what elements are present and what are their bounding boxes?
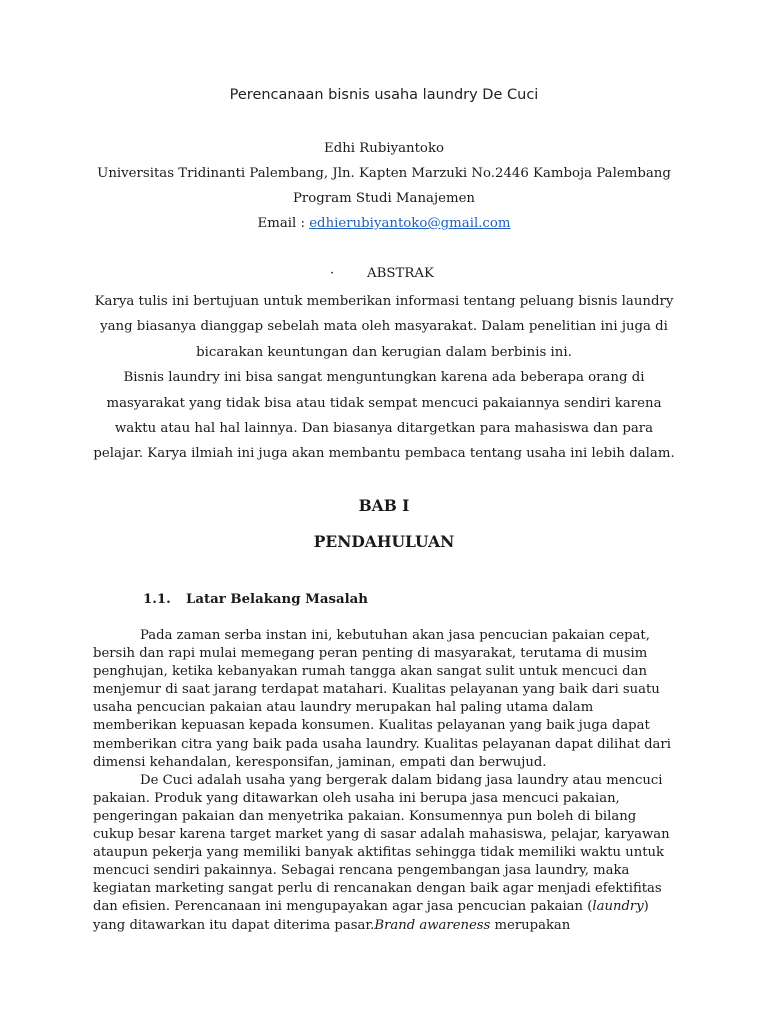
section-title: Latar Belakang Masalah: [186, 592, 368, 607]
abstract-body: [88, 289, 680, 467]
body-text-run: De Cuci adalah usaha yang bergerak dalam bidang jasa laundry atau mencuci pakaian. Produk yang ditawarkan oleh usaha ini berupa jasa mencuci pakaian, pengeringan pakaian dan menyetrika pakaian. Konsumennya pun boleh di bilang cukup besar karena target market yang di sasar adalah mahasiswa, pelajar, karyawan ataupun pekerja yang memiliki banyak aktifitas sehingga tidak memiliki waktu untuk mencuci sendiri pakainnya. Sebagai rencana pengembangan jasa laundry, maka kegiatan marketing sangat perlu di rencanakan dengan baik agar menjadi efektifitas dan efisien. Perencanaan ini mengupayakan agar jasa pencucian pakaian (: [93, 772, 670, 915]
body-paragraph: Pada zaman serba instan ini, kebutuhan akan jasa pencucian pakaian cepat, bersih dan rapi mulai memegang peran penting di masyarakat, terutama di musim penghujan, ketika kebanyakan rumah tangga akan sangat sulit untuk mencuci dan menjemur di saat jarang terdapat matahari. Kualitas pelayanan yang baik dari suatu usaha pencucian pakaian atau laundry merupakan hal paling utama dalam memberikan kepuasan kepada konsumen. Kualitas pelayanan yang baik juga dapat memberikan citra yang baik pada usaha laundry. Kualitas pelayanan dapat dilihat dari dimensi kehandalan, keresponsifan, jaminan, empati dan berwujud.: [93, 628, 671, 770]
bullet-icon: ·: [330, 266, 335, 281]
italic-term-laundry: laundry: [592, 899, 644, 915]
body-text-run: ) yang ditawarkan itu dapat diterima pasar.: [93, 899, 649, 933]
email-line: [0, 216, 768, 231]
study-program: Program Studi Manajemen: [292, 191, 475, 206]
section-heading: [143, 592, 368, 607]
document-title: Perencanaan bisnis usaha laundry De Cuci: [229, 87, 539, 103]
italic-term-brand-awareness: Brand awareness: [374, 917, 491, 933]
chapter-number: BAB I: [358, 496, 410, 515]
email-link[interactable]: edhierubiyantoko@gmail.com: [309, 216, 511, 231]
author-name: Edhi Rubiyantoko: [323, 141, 445, 156]
body-text-run: merupakan: [490, 917, 571, 933]
email-label: Email :: [257, 216, 310, 231]
abstract-paragraph: Bisnis laundry ini bisa sangat menguntungkan karena ada beberapa orang di masyarakat yang tidak bisa atau tidak sempat mencuci pakaiannya sendiri karena waktu atau hal hal lainnya. Dan biasanya ditargetkan para mahasiswa dan para pelajar. Karya ilmiah ini juga akan membantu pembaca tentang usaha ini lebih dalam.: [93, 370, 675, 462]
abstract-paragraph: Karya tulis ini bertujuan untuk memberikan informasi tentang peluang bisnis laundry yang biasanya dianggap sebelah mata oleh masyarakat. Dalam penelitian ini juga di bicarakan keuntungan dan kerugian dalam berbinis ini.: [94, 294, 674, 360]
abstract-heading-label: ABSTRAK: [367, 266, 434, 281]
body-paragraph: [93, 772, 677, 935]
chapter-title: PENDAHULUAN: [313, 532, 455, 551]
affiliation: Universitas Tridinanti Palembang, Jln. Kapten Marzuki No.2446 Kamboja Palembang: [97, 166, 671, 181]
section-number: 1.1.: [143, 592, 171, 607]
body-text: [93, 627, 677, 935]
